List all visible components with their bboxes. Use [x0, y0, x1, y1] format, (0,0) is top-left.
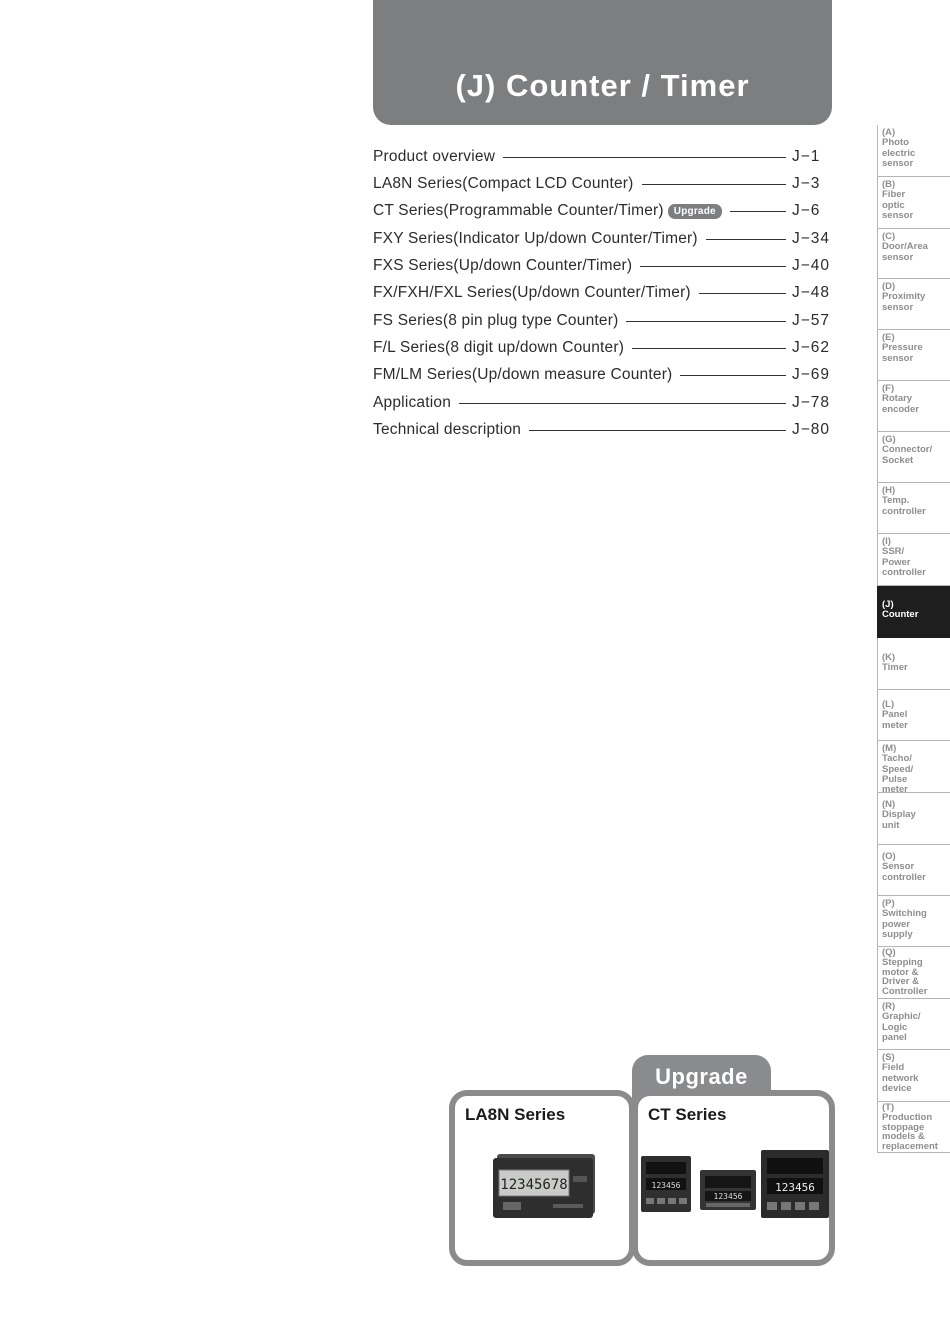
toc-row[interactable]: [373, 199, 832, 223]
toc-label: Technical description: [373, 421, 522, 438]
toc-label: Application: [373, 394, 452, 411]
la8n-panel-title: LA8N Series: [465, 1105, 566, 1124]
index-tab-l[interactable]: (L) Panel meter: [877, 690, 950, 741]
index-tab-r[interactable]: (R) Graphic/ Logic panel: [877, 999, 950, 1050]
toc-label: FXS Series(Up/down Counter/Timer): [373, 257, 633, 274]
index-tab-q[interactable]: (Q) Stepping motor & Driver & Controller: [877, 947, 950, 999]
toc-page: J−57: [792, 312, 831, 329]
toc-row[interactable]: [373, 391, 832, 415]
ct-panel-title: CT Series: [648, 1105, 727, 1124]
toc-row[interactable]: [373, 281, 832, 305]
la8n-display-digits: 12345678: [500, 1177, 568, 1193]
toc-row[interactable]: [373, 309, 832, 333]
toc-page: J−40: [792, 257, 831, 274]
toc-label: FX/FXH/FXL Series(Up/down Counter/Timer): [373, 284, 691, 301]
toc-leader-line: [529, 430, 786, 431]
index-tab-g[interactable]: (G) Connector/ Socket: [877, 432, 950, 483]
ct-display-a: 123456: [651, 1181, 681, 1190]
toc-leader-line: [632, 348, 786, 349]
toc-page: J−3: [792, 175, 821, 192]
toc-label: CT Series(Programmable Counter/Timer): [373, 202, 664, 219]
ct-counter-image: [761, 1150, 831, 1220]
toc-row[interactable]: [373, 254, 832, 278]
toc-label: FM/LM Series(Up/down measure Counter): [373, 366, 673, 383]
toc-row[interactable]: [373, 336, 832, 360]
ct-product-panel[interactable]: [632, 1090, 835, 1266]
toc-row[interactable]: [373, 227, 832, 251]
toc-page: J−6: [792, 202, 821, 219]
index-tab-j[interactable]: (J) Counter: [877, 586, 950, 638]
toc-row[interactable]: [373, 418, 832, 442]
toc-leader-line: [640, 266, 786, 267]
la8n-product-panel[interactable]: [449, 1090, 635, 1266]
index-tab-f[interactable]: (F) Rotary encoder: [877, 381, 950, 432]
toc-leader-line: [680, 375, 786, 376]
toc-label: FS Series(8 pin plug type Counter): [373, 312, 619, 329]
index-tab-t[interactable]: (T) Production stoppage models & replacement: [877, 1102, 950, 1153]
toc-label: F/L Series(8 digit up/down Counter): [373, 339, 625, 356]
toc-page: J−80: [792, 421, 831, 438]
index-tab-c[interactable]: (C) Door/Area sensor: [877, 229, 950, 279]
toc-label: Product overview: [373, 148, 496, 165]
toc-page: J−48: [792, 284, 831, 301]
ct-counter-image: [641, 1156, 693, 1214]
toc-leader-line: [730, 211, 786, 212]
toc-row[interactable]: [373, 145, 832, 169]
ct-display-c: 123456: [775, 1181, 815, 1194]
upgrade-badge: Upgrade: [668, 204, 722, 219]
toc-leader-line: [706, 239, 786, 240]
toc-leader-line: [459, 403, 786, 404]
toc-leader-line: [699, 293, 786, 294]
index-tab-e[interactable]: (E) Pressure sensor: [877, 330, 950, 381]
toc-row[interactable]: [373, 172, 832, 196]
toc-page: J−1: [792, 148, 821, 165]
index-tab-k[interactable]: (K) Timer: [877, 638, 950, 690]
toc-page: J−69: [792, 366, 831, 383]
index-tab-s[interactable]: (S) Field network device: [877, 1050, 950, 1102]
toc-page: J−78: [792, 394, 831, 411]
toc-label: FXY Series(Indicator Up/down Counter/Timer): [373, 230, 698, 247]
toc-leader-line: [626, 321, 786, 322]
index-tab-n[interactable]: (N) Display unit: [877, 793, 950, 845]
ct-display-b: 123456: [713, 1192, 743, 1201]
index-tab-m[interactable]: (M) Tacho/ Speed/ Pulse meter: [877, 741, 950, 793]
index-tab-o[interactable]: (O) Sensor controller: [877, 845, 950, 896]
toc-row[interactable]: [373, 363, 832, 387]
toc-leader-line: [503, 157, 786, 158]
index-tab-d[interactable]: (D) Proximity sensor: [877, 279, 950, 330]
ct-counter-image: [700, 1170, 758, 1212]
index-tab-h[interactable]: (H) Temp. controller: [877, 483, 950, 534]
page-title: (J) Counter / Timer: [455, 68, 750, 103]
index-tab-b[interactable]: (B) Fiber optic sensor: [877, 177, 950, 229]
index-tab-a[interactable]: (A) Photo electric sensor: [877, 125, 950, 177]
la8n-counter-image: [493, 1152, 597, 1220]
toc-label: LA8N Series(Compact LCD Counter): [373, 175, 634, 192]
toc-leader-line: [642, 184, 786, 185]
toc-page: J−62: [792, 339, 831, 356]
index-tab-p[interactable]: (P) Switching power supply: [877, 896, 950, 947]
toc-page: J−34: [792, 230, 831, 247]
upgrade-label: Upgrade: [655, 1064, 748, 1089]
title-banner: [373, 0, 832, 125]
index-tab-i[interactable]: (I) SSR/ Power controller: [877, 534, 950, 586]
